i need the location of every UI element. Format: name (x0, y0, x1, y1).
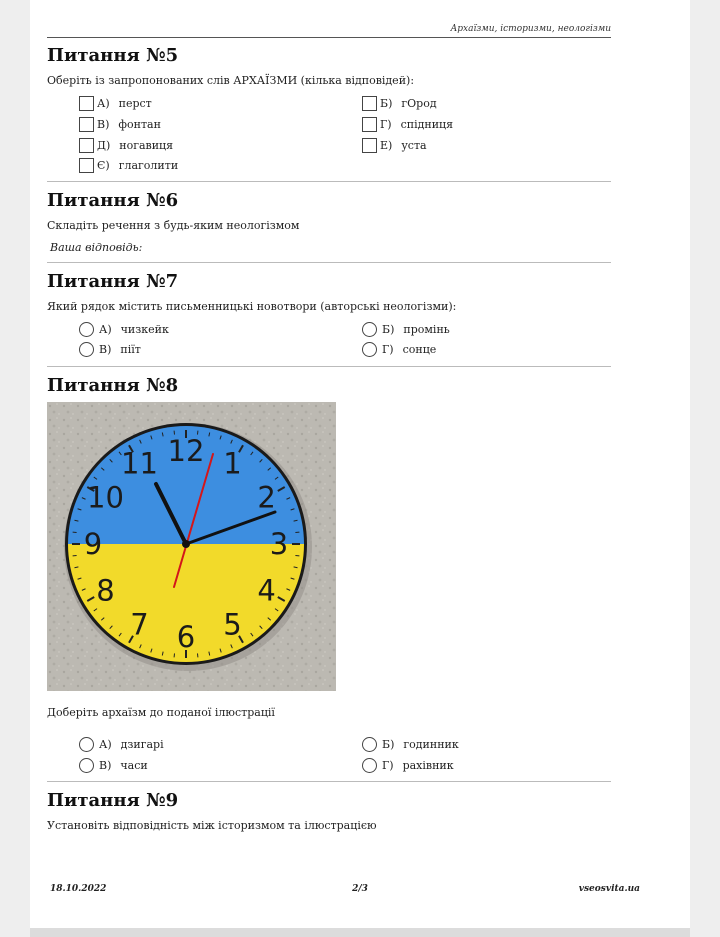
footer-date: 18.10.2022 (50, 884, 107, 894)
q5-option-v[interactable]: В) фонтан (79, 117, 161, 132)
q5-option-d[interactable]: Д) ногавиця (79, 138, 173, 153)
clock-svg (47, 402, 336, 691)
radio-button[interactable] (362, 737, 377, 752)
q7-option-b[interactable]: Б) промінь (362, 322, 450, 337)
header-rule (47, 37, 611, 38)
radio-button[interactable] (362, 342, 377, 357)
answer-field[interactable]: Ваша відповідь: (50, 241, 143, 254)
clock-number: 12 (167, 434, 205, 468)
clock-number: 5 (223, 607, 242, 642)
section-divider (47, 366, 611, 367)
checkbox[interactable] (79, 117, 94, 132)
radio-button[interactable] (79, 322, 94, 337)
clock-number: 4 (257, 573, 276, 608)
q6-title: Питання №6 (47, 190, 179, 211)
clock-number: 8 (96, 573, 115, 608)
radio-button[interactable] (79, 737, 94, 752)
footer-page-number: 2/3 (352, 884, 368, 894)
q5-option-g[interactable]: Г) спідниця (362, 117, 453, 132)
clock-number: 1 (223, 446, 242, 481)
clock-illustration (47, 402, 336, 691)
section-divider (47, 181, 611, 182)
q5-option-ye[interactable]: Є) глаголити (79, 158, 178, 173)
q8-option-a[interactable]: А) дзигарі (79, 737, 164, 752)
clock-number: 2 (257, 480, 276, 515)
q8-option-b[interactable]: Б) годинник (362, 737, 459, 752)
q5-option-a[interactable]: А) перст (79, 96, 152, 111)
q9-title: Питання №9 (47, 790, 179, 811)
radio-button[interactable] (79, 342, 94, 357)
radio-button[interactable] (362, 322, 377, 337)
checkbox[interactable] (362, 117, 377, 132)
section-divider (47, 262, 611, 263)
checkbox[interactable] (79, 138, 94, 153)
radio-button[interactable] (79, 758, 94, 773)
q8-title: Питання №8 (47, 375, 179, 396)
q5-text: Оберіть із запропонованих слів АРХАЇЗМИ (кілька відповідей): (47, 74, 415, 87)
footer-site: vseosvita.ua (578, 884, 640, 894)
clock-number: 11 (121, 446, 158, 481)
q7-option-v[interactable]: В) піїт (79, 342, 141, 357)
q7-text: Який рядок містить письменницькі новотвори (авторські неологізми): (47, 300, 457, 313)
q9-text: Установіть відповідність між історизмом та ілюстрацією (47, 819, 377, 832)
q5-option-e[interactable]: Е) уста (362, 138, 427, 153)
q6-text: Складіть речення з будь-яким неологізмом (47, 219, 300, 232)
checkbox[interactable] (79, 158, 94, 173)
clock-number: 6 (176, 620, 196, 654)
q5-option-b[interactable]: Б) гОрод (362, 96, 437, 111)
q5-title: Питання №5 (47, 45, 179, 66)
checkbox[interactable] (362, 138, 377, 153)
page-header: Архаїзми, історизми, неологізми (450, 24, 611, 34)
checkbox[interactable] (362, 96, 377, 111)
q8-option-v[interactable]: В) часи (79, 758, 148, 773)
page-edge (30, 928, 690, 937)
q8-text: Доберіть архаїзм до поданої ілюстрації (47, 706, 275, 719)
q7-title: Питання №7 (47, 271, 179, 292)
radio-button[interactable] (362, 758, 377, 773)
q7-option-a[interactable]: А) чизкейк (79, 322, 169, 337)
clock-number: 10 (87, 480, 124, 515)
section-divider (47, 781, 611, 782)
clock-center (182, 540, 190, 548)
clock-number: 9 (83, 527, 103, 561)
clock-number: 7 (130, 607, 149, 642)
checkbox[interactable] (79, 96, 94, 111)
clock-number: 3 (269, 527, 289, 561)
q8-option-g[interactable]: Г) рахівник (362, 758, 454, 773)
q7-option-g[interactable]: Г) сонце (362, 342, 436, 357)
